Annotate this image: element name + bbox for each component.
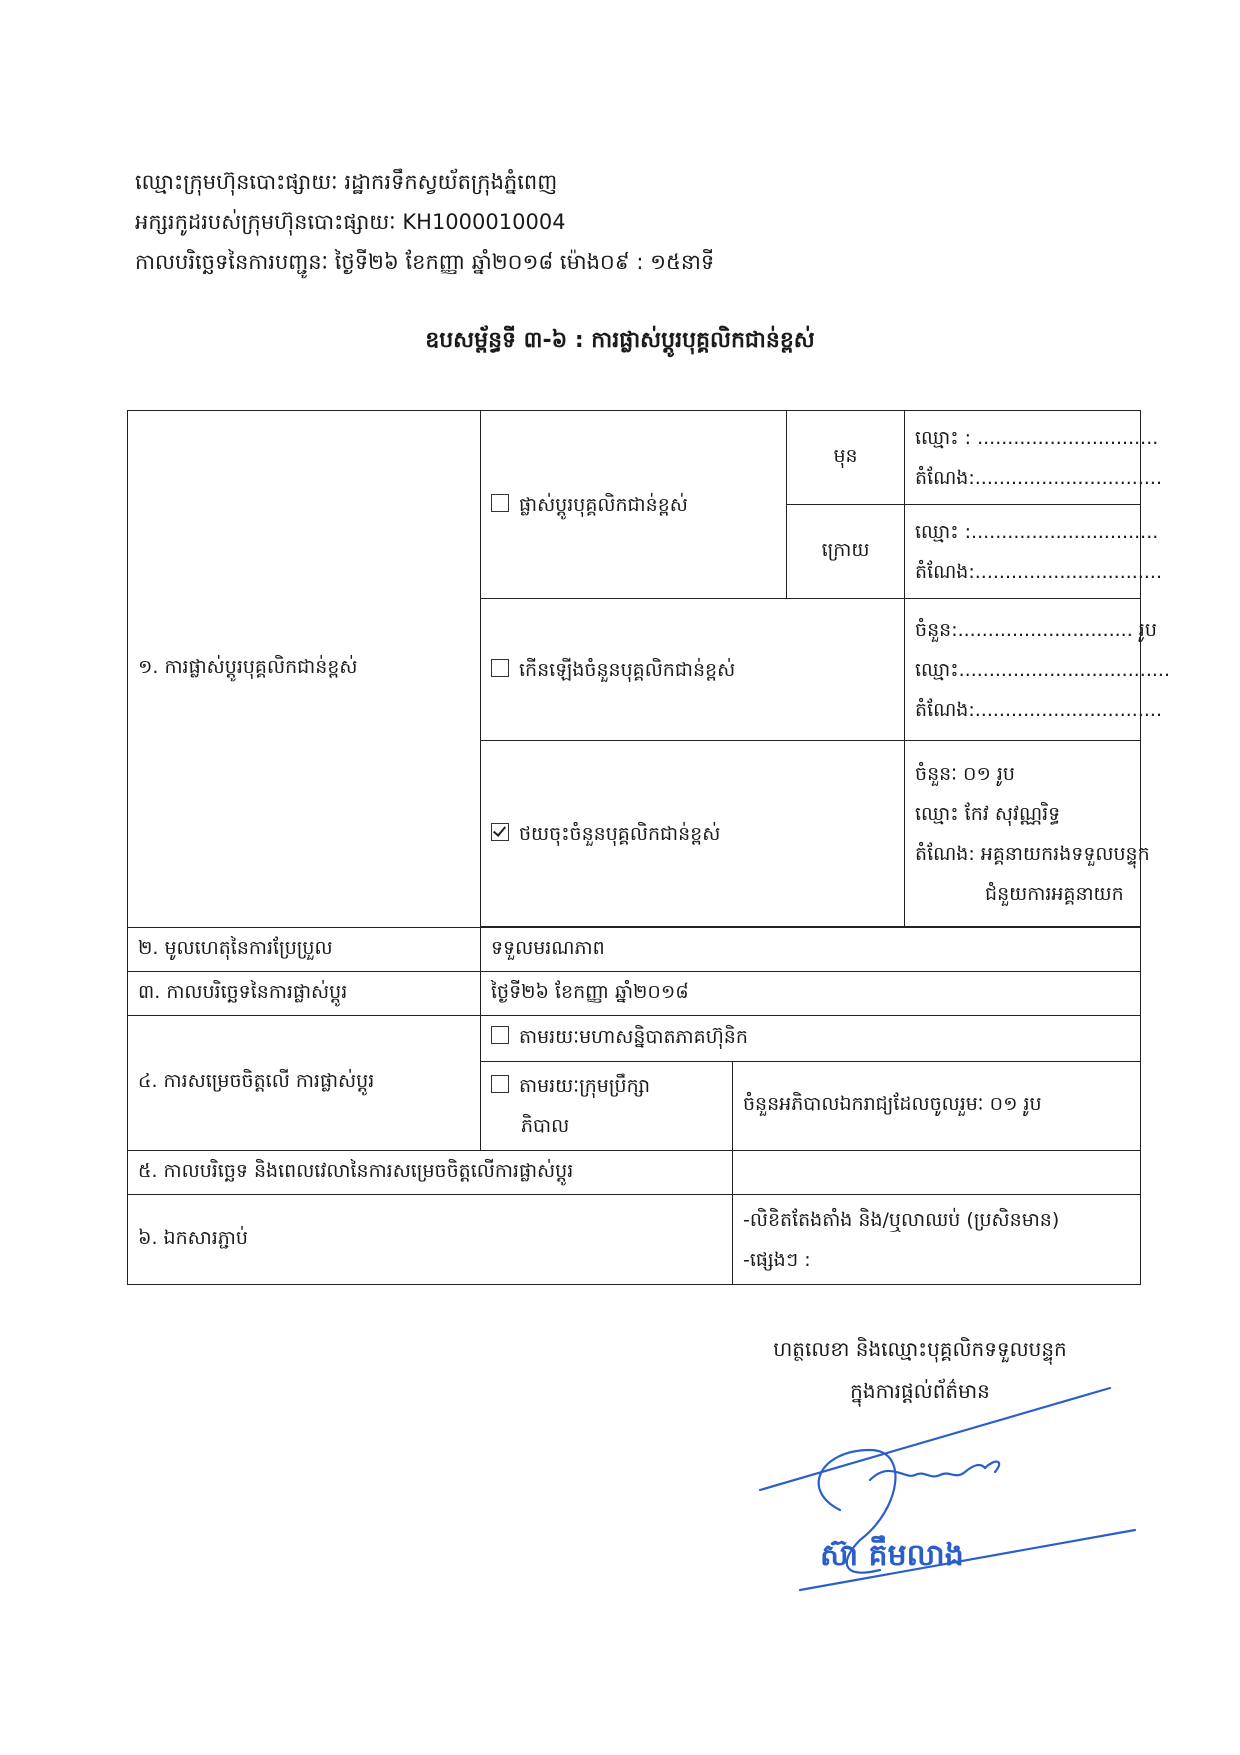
opt-board-label: តាមរយៈក្រុមប្រឹក្សា xyxy=(519,1075,651,1097)
row3-value-cell xyxy=(481,972,1141,1016)
company-code: អក្សរកូដរបស់ក្រុមហ៊ុនបោះផ្សាយៈ KH1000010004 xyxy=(135,210,566,234)
table-row xyxy=(128,411,1141,505)
row3-value: ថ្ងៃទី២៦ ខែកញ្ញា ឆ្នាំ២០១៨ xyxy=(491,980,689,1003)
signature-stroke xyxy=(870,1465,985,1480)
row5-value-cell xyxy=(733,1151,1141,1195)
table-row xyxy=(128,972,1141,1016)
opt-decrease-label: ថយចុះចំនួនបុគ្គលិកជាន់ខ្ពស់ xyxy=(519,822,721,845)
opt-increase-label: កើនឡើងចំនួនបុគ្គលិកជាន់ខ្ពស់ xyxy=(519,658,736,681)
row6-label-cell xyxy=(128,1195,733,1285)
increase-name-field: ឈ្មោះ................................... xyxy=(915,658,1171,681)
opt-decrease-checkbox[interactable] xyxy=(491,823,509,841)
signer-name: ស៊ា គឹមលាង xyxy=(820,1538,964,1573)
board-count-cell xyxy=(733,1062,1141,1151)
increase-details-cell xyxy=(905,599,1171,741)
opt-decrease-cell xyxy=(481,741,905,927)
decrease-position-cont: ជំនួយការអគ្គនាយក xyxy=(985,882,1124,905)
row6-label: ៦. ឯកសារភ្ជាប់ xyxy=(138,1226,248,1249)
row4-label: ៤. ការសម្រេចចិត្តលើ ការផ្លាស់ប្តូរ xyxy=(138,1070,375,1092)
after-label-cell xyxy=(787,505,905,599)
submission-date: កាលបរិច្ឆេទនៃការបញ្ជូនៈ ថ្ងៃទី២៦ ខែកញ្ញា ឆ្នាំ២០១៨ ម៉ោង០៩ : ១៥នាទី xyxy=(135,250,715,274)
signature-caption-line2: ក្នុងការផ្តល់ព័ត៌មាន xyxy=(850,1379,990,1403)
opt-board-checkbox[interactable] xyxy=(491,1075,509,1093)
senior-staff-change-table xyxy=(127,410,1171,1285)
signature-image xyxy=(740,1380,1140,1610)
table-row xyxy=(128,1151,1141,1195)
signature-caption: ហត្ថលេខា និងឈ្មោះបុគ្គលិកទទួលបន្ទុក xyxy=(773,1337,1067,1361)
board-count: ចំនួនអភិបាលឯករាជ្យដែលចូលរួមៈ ០១ រូប xyxy=(743,1093,1042,1115)
opt-change-label: ផ្លាស់ប្តូរបុគ្គលិកជាន់ខ្ពស់ xyxy=(519,493,688,516)
row2-value: ទទួលមរណភាព xyxy=(491,936,605,959)
increase-position-field: តំណែង:............................... xyxy=(915,698,1162,721)
before-name-field: ឈ្មោះ : .............................. xyxy=(915,426,1159,449)
row5-label: ៥. កាលបរិច្ឆេទ និងពេលវេលានៃការសម្រេចចិត្តលើការផ្លាស់ប្តូរ xyxy=(138,1159,574,1182)
before-position-field: តំណែង:............................... xyxy=(915,466,1162,489)
row1-label-cell xyxy=(128,411,481,928)
before-label: មុន xyxy=(833,444,858,467)
opt-change-cell xyxy=(481,411,787,599)
row1-label: ១. ការផ្លាស់ប្តូរបុគ្គលិកជាន់ខ្ពស់ xyxy=(138,656,358,678)
signature-stroke xyxy=(760,1388,1110,1490)
after-details-cell xyxy=(905,505,1162,599)
before-label-cell xyxy=(787,411,905,505)
after-name-field: ឈ្មោះ :............................... xyxy=(915,520,1159,543)
opt-shareholders-label: តាមរយៈមហាសន្និបាតភាគហ៊ុនិក xyxy=(519,1025,748,1048)
opt-board-cell xyxy=(481,1062,733,1151)
table-row xyxy=(128,1016,1141,1062)
opt-shareholders-checkbox[interactable] xyxy=(491,1026,509,1044)
row5-label-cell xyxy=(128,1151,733,1195)
table-row xyxy=(128,928,1141,972)
opt-shareholders-cell xyxy=(481,1016,1141,1062)
after-position-field: តំណែង:............................... xyxy=(915,560,1162,583)
row4-label-cell xyxy=(128,1016,481,1151)
row2-label: ២. មូលហេតុនៃការប្រែប្រួល xyxy=(138,936,333,959)
form-title: ឧបសម្ព័ន្ធទី ៣-៦ : ការផ្លាស់ប្តូរបុគ្គលិកជាន់ខ្ពស់ xyxy=(425,328,815,353)
header-block xyxy=(135,162,1035,282)
opt-increase-checkbox[interactable] xyxy=(491,659,509,677)
row6-value-cell xyxy=(733,1195,1141,1285)
company-name: ឈ្មោះក្រុមហ៊ុនបោះផ្សាយៈ រដ្ឋាករទឹកស្វយ័តក្រុងភ្នំពេញ xyxy=(135,170,558,194)
before-details-cell xyxy=(905,411,1162,505)
row2-label-cell xyxy=(128,928,481,972)
row2-value-cell xyxy=(481,928,1141,972)
table-row xyxy=(128,1195,1141,1285)
decrease-details-cell xyxy=(905,741,1150,927)
row3-label-cell xyxy=(128,972,481,1016)
attachment-item-2: -ផ្សេងៗ : xyxy=(743,1248,811,1271)
row3-label: ៣. កាលបរិច្ឆេទនៃការផ្លាស់ប្តូរ xyxy=(138,980,348,1003)
opt-increase-cell xyxy=(481,599,905,741)
signature-stroke xyxy=(985,1462,999,1472)
after-label: ក្រោយ xyxy=(821,538,870,561)
opt-change-checkbox[interactable] xyxy=(491,494,509,512)
decrease-position: តំណែង: អគ្គនាយករងទទួលបន្ទុក xyxy=(915,842,1150,865)
increase-count-field: ចំនួន:............................. រូប xyxy=(915,618,1157,641)
decrease-name: ឈ្មោះ កែវ សុវណ្ណរិទ្ធ xyxy=(915,802,1061,825)
decrease-count: ចំនួនៈ ០១ រូប xyxy=(915,762,1015,785)
attachment-item-1: -លិខិតតែងតាំង និង/ឬលាឈប់ (ប្រសិនមាន) xyxy=(743,1208,1060,1231)
opt-board-label-cont: ភិបាល xyxy=(521,1115,570,1137)
